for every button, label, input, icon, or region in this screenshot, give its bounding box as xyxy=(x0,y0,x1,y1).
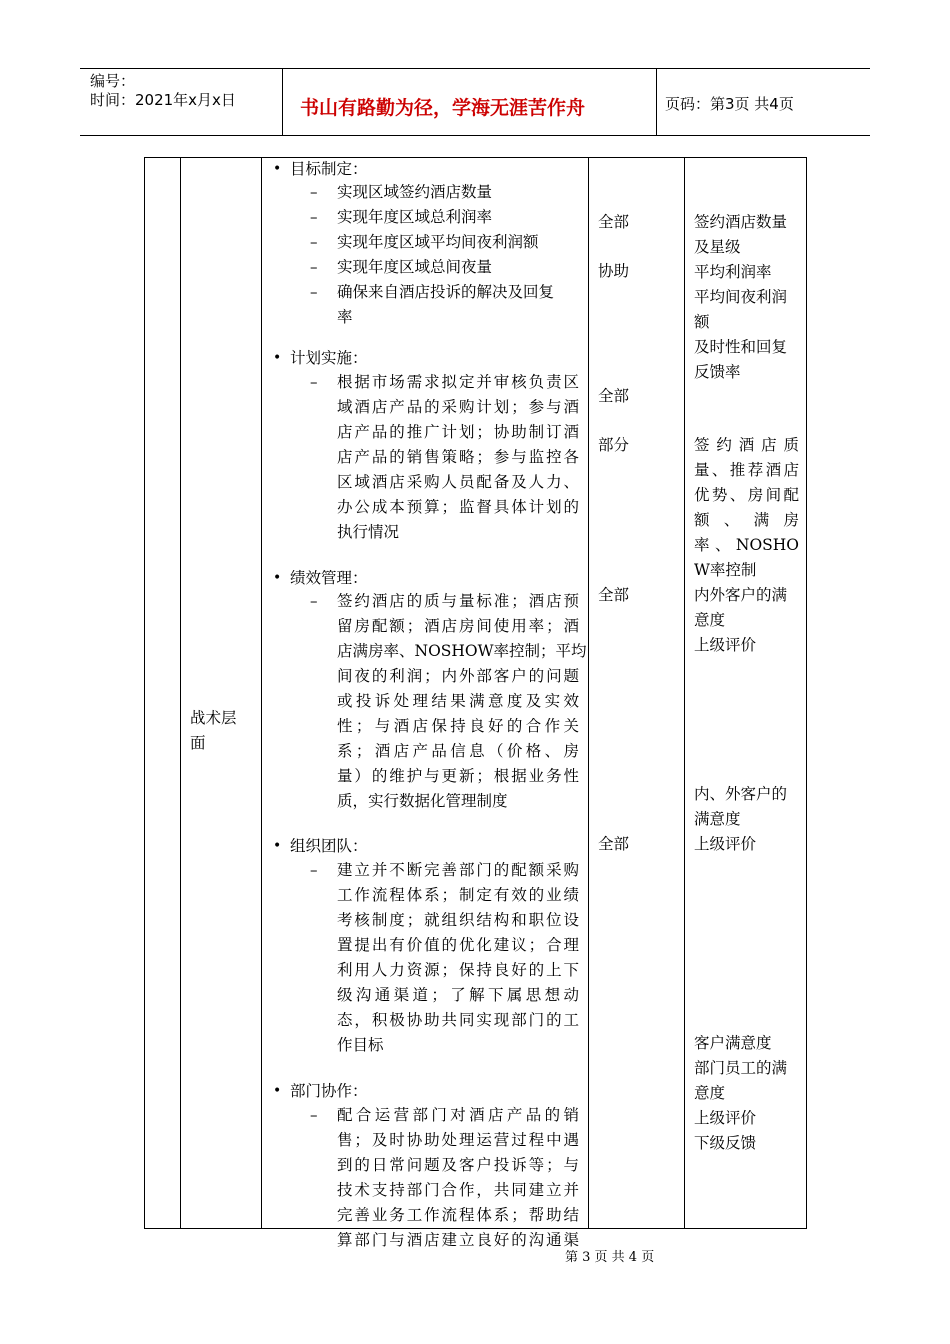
item-line: 间夜的利润；内外部客户的问题 xyxy=(337,667,579,685)
item-line: 算部门与酒店建立良好的沟通渠 xyxy=(337,1231,579,1249)
item-line: 根据市场需求拟定并审核负责区 xyxy=(337,373,579,391)
item-line: 实现年度区域总间夜量 xyxy=(337,258,493,276)
item-line: 考核制度；就组织结构和职位设 xyxy=(337,911,579,929)
item-line: 执行情况 xyxy=(337,523,400,541)
criteria-group xyxy=(694,1031,787,1156)
criteria-line: 反馈率 xyxy=(694,363,741,381)
item-line: 利用人力资源；保持良好的上下 xyxy=(337,961,579,979)
number-label: 编号： xyxy=(90,72,136,90)
dash-icon: – xyxy=(310,208,318,226)
criteria-line: 意度 xyxy=(694,611,726,629)
item-line: 域酒店产品的采购计划；参与酒 xyxy=(337,398,579,416)
level-line-2: 面 xyxy=(190,734,206,752)
dash-icon: – xyxy=(310,861,318,879)
bullet-icon: • xyxy=(273,570,282,586)
criteria-line: 客户满意度 xyxy=(694,1034,772,1052)
time-label: 时间：2021年x月x日 xyxy=(90,91,236,109)
item-paragraph xyxy=(337,858,579,1058)
bullet-icon: • xyxy=(273,350,282,366)
page-footer: 第 3 页 共 4 页 xyxy=(565,1250,655,1265)
item-line: 留房配额；酒店房间使用率；酒 xyxy=(337,617,579,635)
item-line: 系；酒店产品信息（价格、房 xyxy=(337,742,579,760)
section-title: 绩效管理： xyxy=(290,569,368,587)
item-line: 实现年度区域平均间夜利润额 xyxy=(337,233,539,251)
criteria-line: 签约酒店质 xyxy=(694,436,799,454)
dash-icon: – xyxy=(310,183,318,201)
criteria-line: 量、推荐酒店 xyxy=(694,461,799,479)
item-line: 工作流程体系；制定有效的业绩 xyxy=(337,886,579,904)
item-line: 技术支持部门合作，共同建立并 xyxy=(337,1181,579,1199)
dash-icon: – xyxy=(310,233,318,251)
item-line: 作目标 xyxy=(337,1036,384,1054)
bullet-icon: • xyxy=(273,1083,282,1099)
criteria-line: 签约酒店数量 xyxy=(694,213,788,231)
table-border-4 xyxy=(588,157,589,1229)
item-line: 签约酒店的质与量标准；酒店预 xyxy=(337,592,579,610)
criteria-line: 内外客户的满 xyxy=(694,586,788,604)
item-line: 级沟通渠道；了解下属思想动 xyxy=(337,986,579,1004)
item-paragraph xyxy=(337,370,579,545)
item-line: 质，实行数据化管理制度 xyxy=(337,792,508,810)
section-title: 部门协作： xyxy=(290,1082,368,1100)
criteria-group xyxy=(694,210,787,385)
item-line: 性；与酒店保持良好的合作关 xyxy=(337,717,579,735)
bullet-icon: • xyxy=(273,161,282,177)
item-line: 店产品的销售策略；参与监控各 xyxy=(337,448,579,466)
criteria-line: 额 xyxy=(694,313,710,331)
item-line: 或投诉处理结果满意度及实效 xyxy=(337,692,579,710)
table-border-1 xyxy=(144,157,145,1229)
item-line: 实现年度区域总利润率 xyxy=(337,208,493,226)
criteria-line: 上级评价 xyxy=(694,1109,757,1127)
criteria-line: 及时性和回复 xyxy=(694,338,788,356)
dash-icon: – xyxy=(310,258,318,276)
criteria-line: 下级反馈 xyxy=(694,1134,757,1152)
item-line: 店产品的推广计划；协助制订酒 xyxy=(337,423,579,441)
criteria-line: 内、外客户的 xyxy=(694,785,788,803)
table-border-5 xyxy=(684,157,685,1229)
authority: 全部 xyxy=(598,387,630,405)
criteria-line: 意度 xyxy=(694,1084,726,1102)
item-paragraph xyxy=(337,1103,579,1253)
criteria-line: 额 、 满 房 xyxy=(694,511,799,529)
criteria-line: 平均间夜利润 xyxy=(694,288,788,306)
authority: 协助 xyxy=(598,262,630,280)
item-line: 置提出有价值的优化建议；合理 xyxy=(337,936,579,954)
dash-icon: – xyxy=(310,1106,318,1124)
header-top-rule xyxy=(80,68,870,69)
section-title: 组织团队： xyxy=(290,837,368,855)
criteria-group xyxy=(694,782,787,857)
section-title: 目标制定： xyxy=(290,160,368,178)
authority: 部分 xyxy=(598,436,630,454)
criteria-line: 部门员工的满 xyxy=(694,1059,788,1077)
table-border-6 xyxy=(806,157,807,1229)
header-bottom-rule xyxy=(80,135,870,136)
item-line: 确保来自酒店投诉的解决及回复 xyxy=(337,283,555,301)
header-divider-left xyxy=(282,68,283,136)
criteria-line: 上级评价 xyxy=(694,835,757,853)
criteria-line: 平均利润率 xyxy=(694,263,772,281)
item-line: 配合运营部门对酒店产品的销 xyxy=(337,1106,579,1124)
dash-icon: – xyxy=(310,283,318,301)
item-paragraph xyxy=(337,589,587,814)
motto: 书山有路勤为径，学海无涯苦作舟 xyxy=(300,97,586,119)
item-line: 实现区域签约酒店数量 xyxy=(337,183,493,201)
bullet-icon: • xyxy=(273,838,282,854)
criteria-line: W率控制 xyxy=(694,561,757,579)
criteria-line: 上级评价 xyxy=(694,636,757,654)
criteria-line: 率 、 NOSHO xyxy=(694,536,799,554)
table-border-2 xyxy=(180,157,181,1229)
page-label: 页码：第3页 共4页 xyxy=(665,95,794,113)
item-line: 售；及时协助处理运营过程中遇 xyxy=(337,1131,579,1149)
table-top-border xyxy=(144,157,807,158)
item-line: 态，积极协助共同实现部门的工 xyxy=(337,1011,579,1029)
authority: 全部 xyxy=(598,835,630,853)
criteria-line: 优势、房间配 xyxy=(694,486,799,504)
item-line: 区域酒店采购人员配备及人力、 xyxy=(337,473,579,491)
dash-icon: – xyxy=(310,373,318,391)
authority: 全部 xyxy=(598,586,630,604)
item-line: 完善业务工作流程体系；帮助结 xyxy=(337,1206,579,1224)
level-line-1: 战术层 xyxy=(190,709,237,727)
criteria-line: 及星级 xyxy=(694,238,741,256)
table-border-3 xyxy=(261,157,262,1229)
item-line: 到的日常问题及客户投诉等；与 xyxy=(337,1156,579,1174)
authority: 全部 xyxy=(598,213,630,231)
item-line: 办公成本预算；监督具体计划的 xyxy=(337,498,579,516)
item-line: 量）的维护与更新；根据业务性 xyxy=(337,767,579,785)
header-divider-right xyxy=(656,68,657,136)
section-title: 计划实施： xyxy=(290,349,368,367)
item-line: 率 xyxy=(337,308,353,326)
criteria-line: 满意度 xyxy=(694,810,741,828)
criteria-group xyxy=(694,433,799,658)
dash-icon: – xyxy=(310,592,318,610)
item-line: 建立并不断完善部门的配额采购 xyxy=(337,861,579,879)
item-line: 店满房率、NOSHOW率控制；平均 xyxy=(337,642,587,660)
